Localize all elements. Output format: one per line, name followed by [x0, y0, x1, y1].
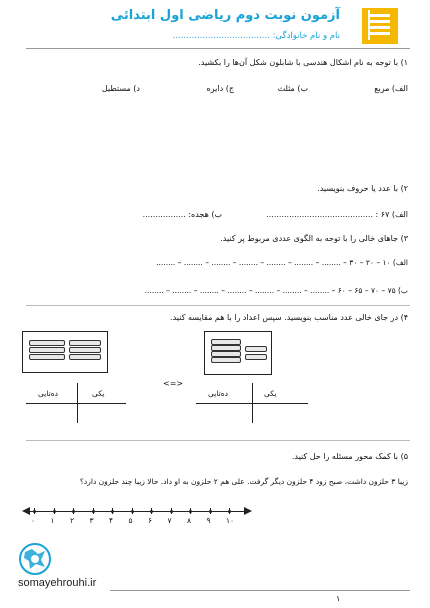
number-line-point [72, 510, 75, 513]
q3-row-b: ب) ۷۵ – ۷۰ – ۶۵ – ۶۰ – ........ – ........ – ........ – ........ – ........ – ........ – ........ [144, 286, 408, 295]
number-line-label: ۶ [148, 516, 153, 525]
page-number: ۱ [336, 594, 341, 603]
name-field: نام و نام خانوادگی: .................................... [172, 31, 340, 41]
number-line-label: ۱ [50, 516, 55, 525]
header-divider [26, 48, 410, 49]
bundle-picture-left [22, 331, 108, 373]
question-1-text: ۱) با توجه به نام اشکال هندسی با شابلون شکل آن‌ها را بکشید. [198, 58, 408, 67]
footer-logo [18, 542, 52, 576]
number-line-arrow-left [22, 507, 30, 515]
number-line-point [53, 510, 56, 513]
section-divider [26, 305, 410, 306]
q1-option-b: ب) مثلث [277, 84, 308, 93]
number-line-point [92, 510, 95, 513]
q1-option-d: د) مستطیل [101, 84, 140, 93]
section-divider-2 [26, 440, 410, 441]
number-line-label: ۳ [89, 516, 94, 525]
left-table-ones-header: یکی [92, 389, 105, 398]
footer-divider [110, 590, 410, 591]
page-title: آزمون نوبت دوم ریاضی اول ابتدائی [110, 8, 340, 23]
number-line-point [189, 510, 192, 513]
number-line-label: ۹ [206, 516, 211, 525]
question-5-text: ۵) با کمک محور مسئله را حل کنید. [291, 452, 408, 461]
left-table-vline [77, 383, 78, 423]
number-line-point [33, 510, 36, 513]
number-line-label: ۱۰ [226, 516, 235, 525]
footer-website[interactable]: somayehrouhi.ir [18, 577, 97, 589]
number-line-point [111, 510, 114, 513]
number-line [30, 511, 246, 512]
number-line-label: ۰ [31, 516, 36, 525]
number-line-point [131, 510, 134, 513]
number-line-point [209, 510, 212, 513]
number-line-point [228, 510, 231, 513]
q1-option-c: ج) دایره [206, 84, 234, 93]
number-line-label: ۵ [128, 516, 133, 525]
q2-part-b: ب) هجده: ................. [142, 210, 222, 219]
logo [348, 6, 410, 46]
question-4-text: ۴) در جای خالی عدد مناسب بنویسید. سپس اعداد را با هم مقایسه کنید. [170, 313, 408, 322]
number-line-label: ۸ [187, 516, 192, 525]
number-line-point [170, 510, 173, 513]
number-line-label: ۲ [70, 516, 75, 525]
number-line-arrow-right [244, 507, 252, 515]
compare-sign: <=> [163, 379, 184, 388]
number-line-label: ۷ [167, 516, 172, 525]
right-table-vline [252, 383, 253, 423]
left-table-tens-header: ده‌تایی [38, 389, 58, 398]
question-3-text: ۳) جاهای خالی را با توجه به الگوی عددی مربوط پر کنید. [220, 234, 408, 243]
q5-problem: زیبا ۳ حلزون داشت، صبح زود ۴ حلزون دیگر گرفت. علی هم ۲ حلزون به او داد. حالا زیبا چند حلزون دارد؟ [79, 477, 408, 486]
number-line-point [150, 510, 153, 513]
q3-row-a: الف) ۱۰ – ۲۰ – ۳۰ – ........ – ........ – ........ – ........ – ........ – ........ – ........ [156, 258, 408, 267]
right-table-tens-header: ده‌تایی [208, 389, 228, 398]
number-line-label: ۴ [109, 516, 114, 525]
question-2-text: ۲) با عدد یا حروف بنویسید. [317, 184, 408, 193]
q1-option-a: الف) مربع [374, 84, 408, 93]
right-table-ones-header: یکی [264, 389, 277, 398]
q2-part-a: الف) ۶۷ : .......................................... [266, 210, 408, 219]
bundle-picture-right [204, 331, 272, 375]
left-table-hline [26, 403, 126, 404]
